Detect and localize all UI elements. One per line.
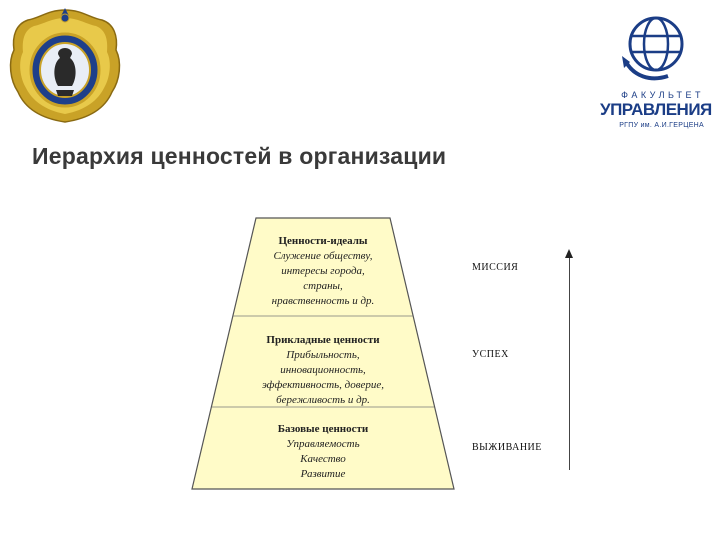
level-label-success: УСПЕХ: [472, 349, 509, 360]
tier-item: Прибыльность,: [286, 349, 360, 361]
tier-applied-values: [190, 333, 456, 408]
tier-item: Служение обществу,: [273, 250, 373, 262]
tier-heading: Базовые ценности: [277, 423, 369, 435]
slide-title: Иерархия ценностей в организации: [32, 143, 447, 169]
logo-caption-management: УПРАВЛЕНИЯ: [600, 100, 712, 119]
logo-caption-faculty: ФАКУЛЬТЕТ: [621, 90, 704, 100]
tier-heading: Ценности-идеалы: [278, 235, 368, 247]
tier-item: бережливость и др.: [276, 394, 370, 406]
tier-item: страны,: [303, 280, 343, 292]
level-label-survival: ВЫЖИВАНИЕ: [472, 442, 542, 453]
tier-ideal-values: [190, 234, 456, 309]
tier-item: интересы города,: [281, 265, 365, 277]
values-pyramid: [190, 216, 456, 491]
hierarchy-axis-line: [569, 258, 570, 470]
globe-icon: [616, 10, 694, 88]
level-label-mission: МИССИЯ: [472, 262, 519, 273]
tier-item: Развитие: [300, 468, 346, 480]
tier-item: эффективность, доверие,: [261, 379, 385, 391]
tier-base-values: [190, 422, 456, 482]
tier-heading: Прикладные ценности: [266, 334, 380, 346]
logo-caption-university: РГПУ им. А.И.ГЕРЦЕНА: [619, 122, 704, 129]
up-arrow-icon: [565, 249, 573, 258]
faculty-logo: [600, 10, 712, 135]
tier-item: инновационность,: [280, 364, 366, 376]
university-emblem: [6, 6, 124, 126]
tier-item: Качество: [300, 453, 346, 465]
tier-item: Управляемость: [286, 438, 360, 450]
tier-item: нравственность и др.: [271, 295, 375, 307]
